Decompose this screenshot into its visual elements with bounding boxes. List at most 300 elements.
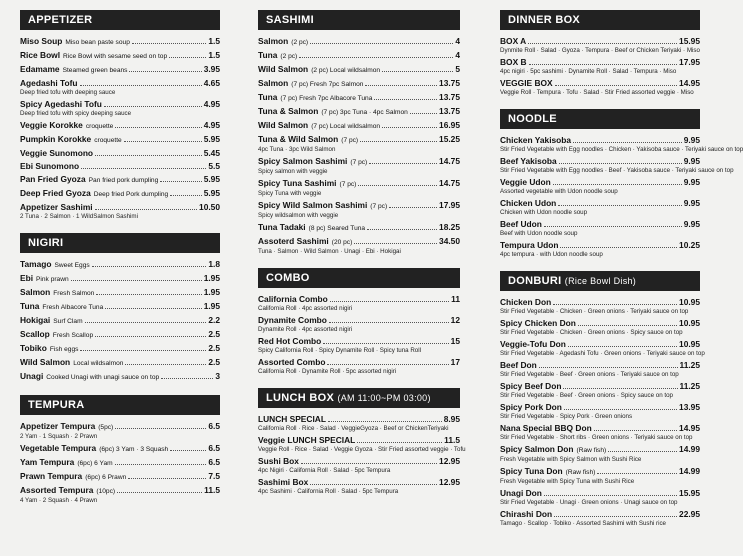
menu-item: [20, 99, 220, 118]
item-price: 11.25: [679, 381, 700, 391]
item-name: Appetizer Sashimi: [20, 202, 93, 212]
item-name: Spicy Salmon Sashimi: [258, 156, 348, 166]
item-price: 10.95: [679, 318, 700, 328]
dot-leader: [328, 415, 442, 422]
menu-item: [20, 64, 220, 76]
item-price: 15.25: [439, 134, 460, 144]
item-inline-desc: Fish eggs: [49, 346, 79, 353]
item-price: 14.99: [679, 466, 700, 476]
menu-item: [500, 444, 700, 464]
item-name: Yam Tempura: [20, 457, 75, 467]
item-price: 14.95: [679, 423, 700, 433]
item-inline-desc: (2 pc) Local wildsalmon: [311, 67, 381, 74]
menu-item: [20, 202, 220, 221]
menu-item: [20, 287, 220, 299]
dot-leader: [360, 135, 437, 142]
section-header: [500, 109, 700, 129]
item-price: 13.95: [679, 402, 700, 412]
menu-section: [500, 109, 743, 259]
item-name: Chicken Udon: [500, 198, 557, 208]
dot-leader: [563, 382, 677, 389]
item-name: Spicy Beef Don: [500, 381, 562, 391]
section-note: (AM 11:00~PM 03:00): [337, 393, 431, 403]
section-title: DONBURI: [508, 275, 562, 287]
dot-leader: [129, 65, 201, 72]
menu-item: [500, 402, 700, 421]
dot-leader: [95, 203, 197, 210]
menu-item-line: [500, 381, 700, 392]
menu-item: [20, 471, 220, 483]
menu-item-line: [500, 135, 700, 146]
menu-item: [258, 435, 466, 454]
item-inline-desc: Fresh Salmon: [53, 290, 95, 297]
item-inline-desc: (8 pc) Seared Tuna: [308, 225, 366, 232]
item-price: 1.5: [208, 50, 220, 60]
menu-item-line: [20, 202, 220, 213]
item-name: Assorted Tempura: [20, 485, 94, 495]
item-inline-desc: Fresh Scallop: [52, 332, 94, 339]
item-inline-desc: Pink prawn: [36, 276, 69, 283]
dot-leader: [354, 237, 437, 244]
item-name: Unagi Don: [500, 488, 542, 498]
item-inline-desc: (6pc) 3 Yam · 3 Squash: [99, 446, 169, 453]
item-name: Assorted Combo: [258, 357, 326, 367]
menu-item-line: [258, 222, 460, 234]
dot-leader: [578, 319, 677, 326]
item-price: 10.25: [679, 240, 700, 250]
item-inline-desc: Cooked Unagi with unagi sauce on top: [46, 374, 160, 381]
item-price: 13.75: [439, 92, 460, 102]
item-description: Deep fried tofu with spicy deeping sauce: [20, 110, 132, 117]
menu-item-line: [500, 36, 700, 47]
item-description: California Roll · Rice · Salad · VeggieGyoza · Beef or ChickenTeriyaki: [258, 425, 449, 432]
item-name: Spicy Wild Salmon Sashimi: [258, 200, 368, 210]
item-name: Spicy Tuna Sashimi: [258, 178, 337, 188]
item-name: Veggie Korokke: [20, 120, 83, 130]
section-header: [258, 10, 460, 30]
item-name: Hokigai: [20, 315, 51, 325]
menu-item: [20, 259, 220, 271]
dot-leader: [389, 201, 437, 208]
item-description: Fresh Vegetable with Spicy Tuna with Sushi Rice: [500, 478, 635, 485]
menu-item-line: [20, 457, 220, 469]
menu-item-line: [20, 287, 220, 299]
menu-item-line: [258, 477, 460, 488]
menu-item-line: [500, 466, 700, 478]
item-name: Miso Soup: [20, 36, 63, 46]
item-inline-desc: (7 pc): [339, 181, 357, 188]
item-inline-desc: Deep fried Pork dumpling: [93, 191, 169, 198]
item-price: 1.95: [203, 287, 220, 297]
item-name: Ebi: [20, 273, 34, 283]
dot-leader: [115, 422, 206, 429]
item-description: 4pc Tuna · 3pc Wild Salmon: [258, 146, 336, 153]
section-header: [258, 388, 460, 408]
menu-item-line: [258, 414, 460, 425]
item-price: 2.5: [208, 343, 220, 353]
item-description: Stir Fried Vegetable · Beef · Green onions · Spicy sauce on top: [500, 392, 673, 399]
menu-item: [258, 178, 460, 198]
menu-item-line: [20, 36, 220, 48]
menu-item: [500, 318, 700, 337]
item-price: 22.95: [679, 509, 700, 519]
item-price: 5.95: [203, 134, 220, 144]
menu-item-line: [258, 64, 460, 76]
menu-item: [20, 457, 220, 469]
menu-item: [20, 357, 220, 369]
item-price: 3: [215, 371, 220, 381]
item-name: Tuna & Salmon: [258, 106, 319, 116]
dot-leader: [132, 37, 206, 44]
section-header: [500, 271, 700, 291]
dot-leader: [170, 189, 202, 196]
item-name: Tuna: [258, 50, 278, 60]
item-description: Beef with Udon noodle soup: [500, 230, 578, 237]
menu-item: [500, 78, 700, 97]
item-price: 15: [450, 336, 460, 346]
item-inline-desc: Rice Bowl with sesame seed on top: [63, 53, 168, 60]
item-name: Pan Fried Gyoza: [20, 174, 86, 184]
menu-item-line: [258, 156, 460, 168]
item-description: 2 Yam · 1 Squash · 2 Prawn: [20, 433, 98, 440]
item-description: Veggie Roll · Rice · Salad · Veggie Gyoza · Stir Fried assorted veggie · Tofu: [258, 446, 466, 453]
item-name: Unagi: [20, 371, 44, 381]
menu-item: [258, 294, 460, 313]
menu-item: [258, 336, 460, 355]
dot-leader: [529, 58, 678, 65]
menu-item: [258, 477, 460, 496]
item-description: 4pc tempura · with Udon noodle soup: [500, 251, 603, 258]
dot-leader: [573, 136, 682, 143]
item-price: 1.5: [208, 36, 220, 46]
menu-item-line: [500, 240, 700, 251]
menu-item: [20, 188, 220, 200]
item-description: Stir Fried Vegetable · Chicken · Green onions · Teriyaki sauce on top: [500, 308, 689, 315]
menu-item: [500, 339, 705, 358]
item-name: Appetizer Tempura: [20, 421, 96, 431]
menu-item: [258, 200, 460, 220]
item-name: Edamame: [20, 64, 60, 74]
item-price: 4.65: [203, 78, 220, 88]
menu-item-line: [20, 301, 220, 313]
dot-leader: [115, 121, 201, 128]
menu-item: [20, 329, 220, 341]
dot-leader: [544, 220, 682, 227]
menu-item-line: [258, 120, 460, 132]
menu-item: [20, 273, 220, 285]
menu-item: [500, 509, 700, 528]
item-name: Tuna: [20, 301, 40, 311]
item-price: 9.95: [683, 135, 700, 145]
item-inline-desc: (6pc) 6 Prawn: [85, 474, 127, 481]
menu-item: [258, 64, 460, 76]
item-name: Wild Salmon: [258, 120, 309, 130]
menu-item: [258, 50, 460, 62]
menu-item-line: [20, 259, 220, 271]
menu-section: [500, 10, 700, 97]
item-description: Tamago · Scallop · Tobiko · Assorted Sashimi with Sushi rice: [500, 520, 666, 527]
item-price: 9.95: [683, 219, 700, 229]
item-description: Stir Fried Vegetable · Agedashi Tofu · Green onions · Teriyaki sauce on top: [500, 350, 705, 357]
menu-item-line: [258, 456, 460, 467]
item-price: 6.5: [208, 421, 220, 431]
item-name: Spicy Pork Don: [500, 402, 562, 412]
item-inline-desc: (7 pc) Fresh 7pc Albacore Tuna: [280, 95, 373, 102]
item-price: 2.5: [208, 329, 220, 339]
item-description: 4pc Sashimi · California Roll · Salad · 5pc Tempura: [258, 488, 399, 495]
item-name: Nana Special BBQ Don: [500, 423, 592, 433]
dot-leader: [553, 178, 682, 185]
menu-item: [258, 36, 460, 48]
dot-leader: [555, 79, 677, 86]
item-name: Vegetable Tempura: [20, 443, 97, 453]
section-header: [20, 395, 220, 415]
item-price: 6.5: [208, 443, 220, 453]
item-name: Tuna Tadaki: [258, 222, 306, 232]
item-name: Spicy Chicken Don: [500, 318, 576, 328]
menu-item: [500, 423, 700, 442]
item-price: 1.95: [203, 301, 220, 311]
item-description: California Roll · 4pc assorted nigiri: [258, 305, 353, 312]
item-price: 4: [455, 50, 460, 60]
section-header: [20, 10, 220, 30]
item-price: 17: [450, 357, 460, 367]
item-price: 9.95: [683, 156, 700, 166]
item-name: Tuna: [258, 92, 278, 102]
item-price: 5.5: [208, 161, 220, 171]
menu-item: [500, 198, 700, 217]
dot-leader: [544, 489, 677, 496]
menu-item-line: [500, 297, 700, 308]
dot-leader: [369, 157, 437, 164]
menu-item-line: [258, 92, 460, 104]
item-name: Chicken Don: [500, 297, 552, 307]
item-inline-desc: (20 pc): [331, 239, 353, 246]
menu-item-line: [258, 200, 460, 212]
section-title: APPETIZER: [28, 14, 93, 26]
menu-item-line: [20, 471, 220, 483]
item-inline-desc: (2 pc): [291, 39, 309, 46]
item-price: 10.95: [679, 339, 700, 349]
item-description: Stir Fried Vegetable · Chicken · Green onions · Spicy sauce on top: [500, 329, 683, 336]
item-price: 7.5: [208, 471, 220, 481]
item-name: Deep Fried Gyoza: [20, 188, 91, 198]
item-price: 11.5: [444, 435, 460, 445]
dot-leader: [96, 288, 201, 295]
menu-item: [258, 456, 460, 475]
dot-leader: [125, 358, 206, 365]
item-name: Salmon: [258, 36, 289, 46]
item-inline-desc: Surf Clam: [53, 318, 83, 325]
menu-item-line: [20, 78, 220, 89]
dot-leader: [115, 458, 207, 465]
item-inline-desc: (6pc) 6 Yam: [77, 460, 113, 467]
menu-item: [258, 222, 460, 234]
item-inline-desc: Miso bean paste soup: [65, 39, 130, 46]
item-name: Spicy Tuna Don: [500, 466, 563, 476]
menu-item-line: [258, 236, 460, 248]
item-name: Beef Udon: [500, 219, 542, 229]
dot-leader: [329, 316, 449, 323]
item-name: Veggie Udon: [500, 177, 551, 187]
item-name: Wild Salmon: [20, 357, 71, 367]
menu-column-3: [500, 10, 743, 540]
item-description: Chicken with Udon noodle soup: [500, 209, 588, 216]
dot-leader: [310, 37, 453, 44]
dot-leader: [365, 79, 437, 86]
menu-item: [20, 174, 220, 186]
item-price: 13.75: [439, 78, 460, 88]
menu-section: [20, 233, 220, 383]
item-price: 10.95: [679, 297, 700, 307]
dot-leader: [95, 149, 202, 156]
menu-item-line: [20, 357, 220, 369]
item-description: Stir Fried Vegetable · Spicy Pork · Green onions: [500, 413, 633, 420]
menu-item-line: [500, 488, 700, 499]
section-title: SASHIMI: [266, 14, 314, 26]
item-name: Red Hot Combo: [258, 336, 322, 346]
dot-leader: [330, 295, 449, 302]
menu-item-line: [500, 57, 700, 68]
menu-item-line: [20, 343, 220, 355]
item-description: Stir Fried Vegetable with Egg noodles · Chicken · Yakisoba sauce · Teriyaki sauce on top: [500, 146, 743, 153]
dot-leader: [410, 107, 437, 114]
menu-item: [500, 219, 700, 238]
item-price: 11.5: [204, 485, 220, 495]
dot-leader: [382, 65, 453, 72]
item-name: Tuna & Wild Salmon: [258, 134, 339, 144]
menu-item: [20, 343, 220, 355]
item-price: 9.95: [683, 198, 700, 208]
dot-leader: [299, 51, 453, 58]
menu-item-line: [20, 148, 220, 159]
item-description: Deep fried tofu with deeping sauce: [20, 89, 116, 96]
item-price: 14.99: [679, 444, 700, 454]
item-price: 10.50: [199, 202, 220, 212]
item-name: Beef Yakisoba: [500, 156, 557, 166]
menu-item-line: [500, 177, 700, 188]
item-price: 2.2: [208, 315, 220, 325]
menu-item: [258, 236, 460, 256]
item-description: Stir Fried Vegetable · Beef · Green onions · Teriyaki sauce on top: [500, 371, 679, 378]
item-name: Agedashi Tofu: [20, 78, 78, 88]
menu-item: [258, 414, 460, 433]
item-name: BOX A: [500, 36, 527, 46]
item-name: California Combo: [258, 294, 328, 304]
menu-item-line: [20, 421, 220, 433]
item-price: 5: [455, 64, 460, 74]
menu-item-line: [500, 198, 700, 209]
item-description: Assorted vegetable with Udon noodle soup: [500, 188, 618, 195]
item-description: Stir Fried Vegetable · Unagi · Green onions · Unagi sauce on top: [500, 499, 678, 506]
item-price: 5.45: [203, 148, 220, 158]
item-price: 11: [451, 294, 460, 304]
dot-leader: [558, 199, 681, 206]
dot-leader: [80, 79, 202, 86]
item-price: 4.95: [203, 99, 220, 109]
item-name: Sushi Box: [258, 456, 299, 466]
menu-item: [500, 240, 700, 259]
item-price: 12.95: [439, 456, 460, 466]
menu-item-line: [500, 444, 700, 456]
menu-item-line: [500, 360, 700, 371]
menu-item: [500, 466, 700, 486]
menu-column-1: [20, 10, 220, 517]
item-inline-desc: (Raw fish): [565, 469, 596, 476]
item-inline-desc: Sweet Eggs: [54, 262, 90, 269]
menu-item: [258, 106, 460, 118]
item-inline-desc: (5pc): [98, 424, 114, 431]
item-price: 34.50: [439, 236, 460, 246]
menu-item-line: [500, 78, 700, 89]
item-description: 4 Yam · 2 Squash · 4 Prawn: [20, 497, 98, 504]
item-price: 14.75: [439, 156, 460, 166]
item-name: Veggie Sunomono: [20, 148, 94, 158]
item-price: 1.8: [208, 259, 220, 269]
dot-leader: [528, 37, 677, 44]
menu-item: [500, 297, 700, 316]
menu-item: [500, 177, 700, 196]
dot-leader: [367, 223, 437, 230]
section-header: [20, 233, 220, 253]
menu-item-line: [500, 156, 700, 167]
menu-item-line: [258, 78, 460, 90]
menu-item: [500, 360, 700, 379]
dot-leader: [161, 372, 213, 379]
item-description: Veggie Roll · Tempura · Tofu · Salad · Stir Fried assorted veggie · Miso: [500, 89, 694, 96]
menu-section: [500, 271, 705, 528]
menu-item: [20, 301, 220, 313]
item-price: 6.5: [208, 457, 220, 467]
menu-item-line: [500, 423, 700, 434]
item-name: Tobiko: [20, 343, 47, 353]
dot-leader: [71, 274, 202, 281]
item-inline-desc: Local wildsalmon: [73, 360, 124, 367]
dot-leader: [594, 424, 677, 431]
menu-item: [258, 156, 460, 176]
menu-item-line: [258, 50, 460, 62]
item-name: Ebi Sunomono: [20, 161, 80, 171]
menu-item-line: [500, 509, 700, 520]
menu-item: [500, 381, 700, 400]
item-inline-desc: (7 pc) Local wildsalmon: [311, 123, 381, 130]
item-name: Prawn Tempura: [20, 471, 83, 481]
menu-item-line: [500, 318, 700, 329]
item-price: 1.95: [203, 273, 220, 283]
menu-item-line: [258, 294, 460, 305]
item-price: 15.95: [679, 36, 700, 46]
dot-leader: [117, 486, 202, 493]
item-name: Tempura Udon: [500, 240, 559, 250]
item-price: 14.75: [439, 178, 460, 188]
menu-item-line: [20, 329, 220, 341]
dot-leader: [357, 436, 442, 443]
item-price: 5.95: [203, 174, 220, 184]
item-inline-desc: (7 pc) Fresh 7pc Salmon: [291, 81, 364, 88]
item-name: Veggie LUNCH SPECIAL: [258, 435, 356, 445]
menu-item-line: [258, 357, 460, 368]
menu-section: [258, 268, 460, 376]
menu-item: [500, 156, 734, 175]
menu-item-line: [20, 273, 220, 285]
menu-item-line: [20, 134, 220, 146]
item-price: 4: [455, 36, 460, 46]
item-inline-desc: (Raw fish): [576, 447, 607, 454]
dot-leader: [608, 445, 677, 452]
item-price: 8.95: [443, 414, 460, 424]
item-name: Veggie-Tofu Don: [500, 339, 566, 349]
item-description: Fresh Vegetable with Spicy Salmon with Sushi Rice: [500, 456, 642, 463]
